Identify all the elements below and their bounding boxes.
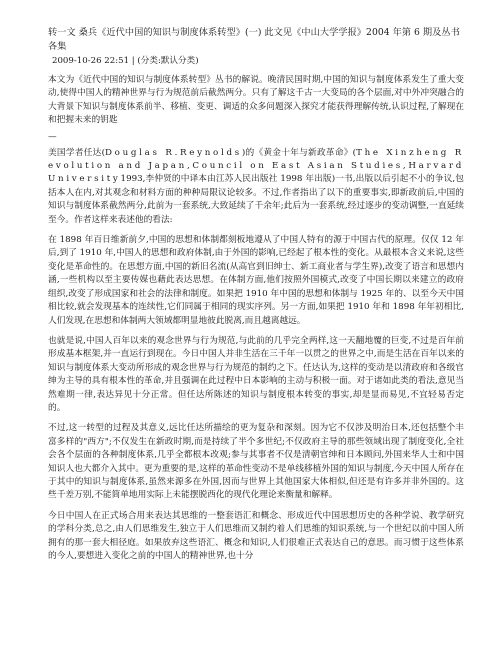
paragraph-reynolds-rest: 1993,李仲贤的中译本由江苏人民出版社 1998 年出版)一书,出版以后引起不小的争议,包括本人在内,对其观念和材料方面的种种局限议论较多。不过,作者指出了以下的重要事实,即新政前后,中国的知识与制度体系截然两分,此前为一套系统,大致延续了千余年;此后为一套系统,经过逐步的变动调整,一直延续至今。作者这样来表述他的看法: [48, 174, 464, 225]
paragraph-complexity: 不过,这一转型的过程及其意义,远比任达所描绘的更为复杂和深刻。因为它不仅涉及明治日本,还包括整个丰富多样的"西方";不仅发生在新政时期,而是持续了半个多世纪;不仅政府主导的那些领域出现了制度变化,全社会各个层面的各种制度体系,几乎全都根本改观;参与其事者不仅是清朝官绅和日本顾问,外国来华人士和中国知识人也大都介入其中。更为重要的是,这样的革命性变动不是单线移植外国的知识与制度,今天中国人所存在于其中的知识与制度体系,虽然来源多在外国,因而与世界上其他国家大体相似,但还是有许多并非外国的。这些千差万别,不能简单地用实际上未能摆脱西化的现代化理论来衡量和解释。 [48, 423, 464, 501]
spacer [48, 328, 464, 335]
spacer [48, 67, 464, 74]
paragraph-reynolds-lead: 美国学者任达( [48, 147, 105, 158]
spacer [48, 503, 464, 510]
author-name: Douglas R.Reynolds [104, 147, 242, 158]
paragraph-intro: 本文为《近代中国的知识与制度体系转型》丛书的解说。晚清民国时期,中国的知识与制度体系发生了重大变动,使得中国人的精神世界与行为规范前后截然两分。只有了解这千古一大变局的各个层面,对中外冲突融合的大背景下知识与制度体系前半、移植、变更、调适的众多问题深入探究才能获得理解传统,认识过程,了解现在和把握未来的钥匙 [48, 75, 464, 126]
book-title: The Xinzheng Revolution and Japan,Council on East Asian Studies,Harvard University [48, 147, 464, 185]
separator: — [48, 131, 57, 142]
paragraph-knowledge: 今日中国人在正式场合用来表达其思维的一整套语汇和概念、形成近代中国思想历史的各种学说、教学研究的学科分类,总之,由人们思维发生,独立于人们思维而又制约着人们思维的知识系统,与一个世纪以前中国人所拥有的那一套大相径庭。如果放弃这些语汇、概念和知识,人们很难正式表达自己的意思。而习惯于这些体系的今人,要想进入变化之前的中国人的精神世界,也十分 [48, 510, 464, 561]
post-meta: 2009-10-26 22:51 | (分类:默认分类) [52, 56, 199, 66]
paragraph-reynolds [48, 147, 464, 227]
article [48, 26, 464, 563]
article-title: 转一文 桑兵《近代中国的知识与制度体系转型》(一) 此文见《中山大学学报》2004 年第 6 期及丛书各集 [48, 27, 460, 52]
paragraph-quote: 在 1898 年百日维新前夕,中国的思想和体制都刻板地遵从了中国人特有的源于中国古代的原理。仅仅 12 年后,到了 1910 年,中国人的思想和政府体制,由于外国的影响,已经起了根本性的变化。从最根本含义来说,这些变化是革命性的。在思想方面,中国的新旧名流(从高官到旧绅士、新工商业者与学生界),改变了语言和思想内涵,一些机构以至主要传媒也藉此表达思想。在体制方面,他们按照外国模式,改变了中国长期以来建立的政府组织,改变了形成国家和社会的法律和制度。如果把 1910 年中国的思想和体制与 1925 年的、以至今天中国相比较,就会发现基本的连续性,它们同属于相同的现实序列。另一方面,如果把 1910 年和 1898 年年初相比,人们发现,在思想和体制两大领域都明显地彼此脱离,而且越离越远。 [48, 235, 464, 326]
spacer [48, 415, 464, 422]
paragraph-reynolds-mid: )的《黄金十年与新政革命》( [241, 147, 357, 158]
paragraph-analysis: 也就是说,中国人百年以来的观念世界与行为规范,与此前的几乎完全两样,这一天翻地覆的巨变,不过是百年前形成基本框架,并一直运行到现在。今日中国人并非生活在三千年一以贯之的世界之中,而是生活在百年以来的知识与制度体系大变动所形成的观念世界与行为规范的制约之下。任达认为,这样的变动是以清政府和各级官绅为主导的具有根本性的革命,并且强调在此过程中日本影响的主动与积极一面。对于诸如此类的看法,意见当然难期一律,表达异见十分正常。但任达所陈述的知识与制度根本转变的事实,却是显而易见,不宜轻易否定的。 [48, 335, 464, 413]
spacer [48, 227, 464, 234]
